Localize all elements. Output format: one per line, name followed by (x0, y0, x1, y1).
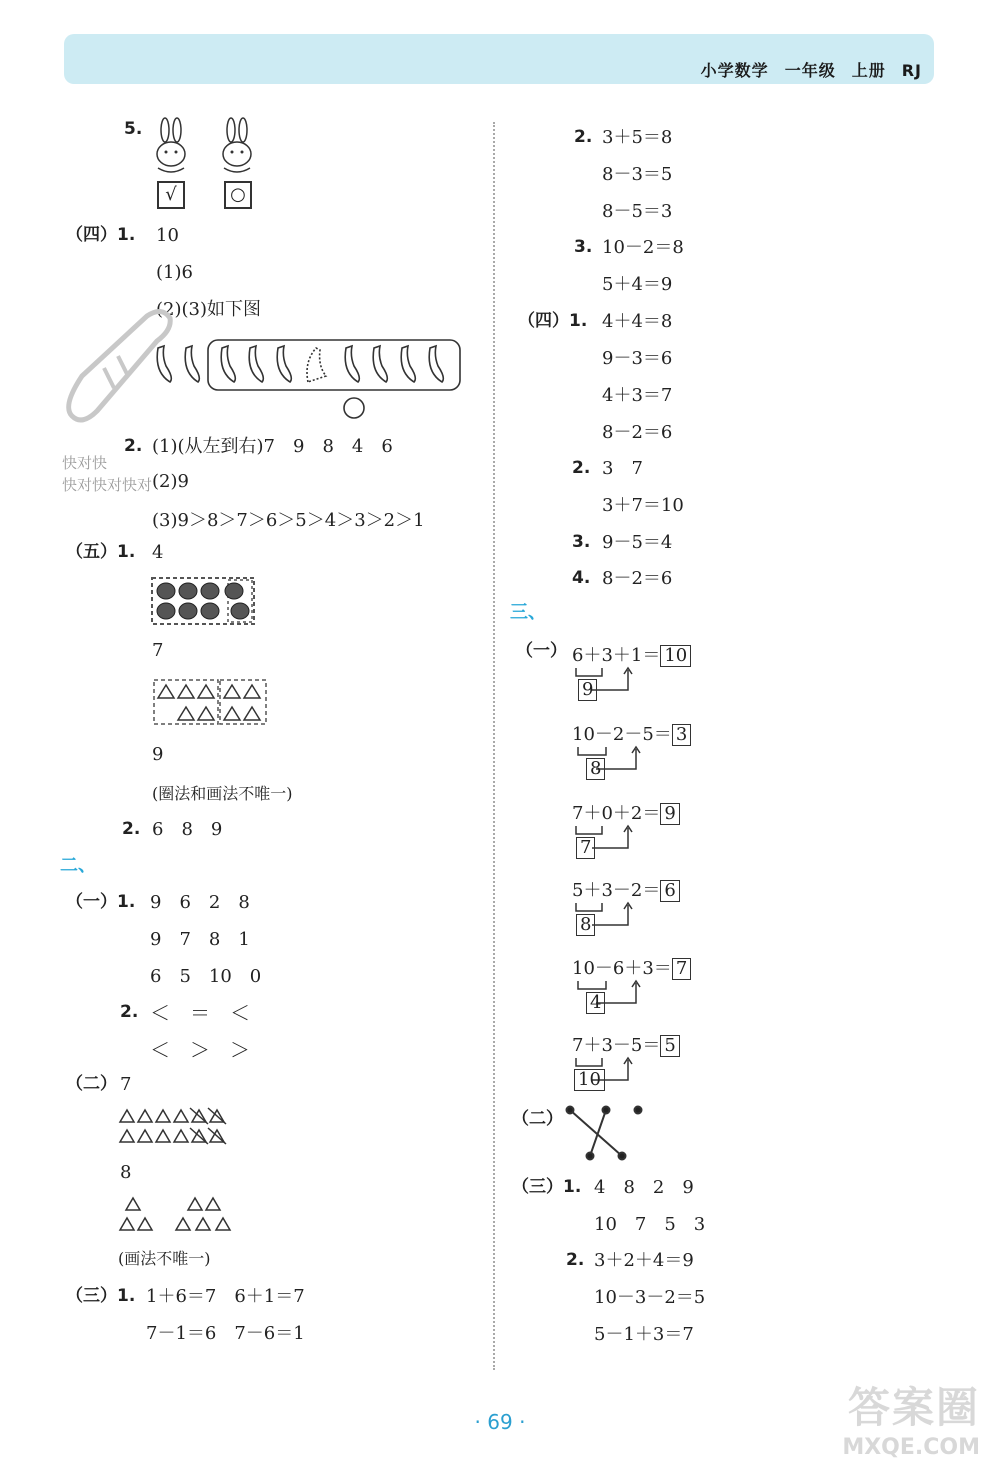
r-s4-label: （四）1. (518, 311, 588, 331)
r-s4-q2-label: 2. (572, 458, 591, 478)
p1-q2-row-2: ＜ ＞ ＞ (150, 1038, 250, 1062)
chain-partial-box: 7 (576, 837, 595, 859)
chain-partial-box: 10 (574, 1069, 605, 1091)
s5-a: 4 (152, 542, 164, 563)
chain-result-box: 10 (660, 645, 691, 667)
chain-expr: 7＋3－5＝ (572, 1035, 661, 1056)
chain-expr: 7＋0＋2＝ (572, 803, 661, 824)
chain-3-partial (576, 837, 595, 859)
chain-5-partial (586, 992, 605, 1014)
r-s4-q2-row-2: 3＋7＝10 (602, 495, 684, 516)
p1-q2-row-1: ＜ ＝ ＜ (150, 1001, 250, 1025)
p1-row-3: 6 5 10 0 (150, 966, 262, 987)
chain-6-partial (574, 1069, 605, 1091)
r-s4-q2-row-1: 3 7 (602, 458, 643, 479)
watermark-line-1: 答案圈 (847, 1383, 980, 1432)
r-q3-row-2: 5＋4＝9 (602, 274, 673, 295)
s4-q2-p2: (2)9 (152, 471, 189, 492)
s5-b: 7 (152, 640, 164, 661)
s4-q1-answer: 10 (156, 225, 179, 246)
r-s4-row-4: 8－2＝6 (602, 422, 673, 443)
chain-expr: 6＋3＋1＝ (572, 645, 661, 666)
s5-c: 9 (152, 744, 164, 765)
rabbit-icon (150, 116, 194, 176)
chain-result-box: 3 (672, 724, 691, 746)
s4-q1-p1: (1)6 (156, 262, 193, 283)
chain-2-partial (586, 758, 605, 780)
header-grade: 一年级 (784, 61, 836, 80)
q5-label: 5. (124, 119, 143, 139)
chain-expr: 10－2－5＝ (572, 724, 672, 745)
watermark (842, 1375, 980, 1460)
p1-label: （一）1. (66, 892, 136, 912)
p3-row-2: 7－1＝6 7－6＝1 (146, 1323, 305, 1344)
chain-expr: 5＋3－2＝ (572, 880, 661, 901)
page-number: · 69 · (474, 1410, 526, 1434)
s5-q2-label: 2. (122, 819, 141, 839)
chain-partial-box: 8 (576, 914, 595, 936)
t1-label: （一） (516, 641, 567, 661)
p1-q2-label: 2. (120, 1002, 139, 1022)
s4-q1-p23: (2)(3)如下图 (156, 299, 261, 320)
r-s4-q3-label: 3. (572, 532, 591, 552)
p2-note: (画法不唯一) (118, 1249, 211, 1268)
q5-mark-circle: ○ (224, 181, 252, 209)
tomato-grid (150, 576, 258, 628)
t3-q2-row-2: 10－3－2＝5 (594, 1287, 706, 1308)
t2-label: （二） (512, 1109, 563, 1129)
chain-4-partial (576, 914, 595, 936)
r-s4-row-2: 9－3＝6 (602, 348, 673, 369)
chain-result-box: 6 (660, 880, 679, 902)
t3-q2-label: 2. (566, 1250, 585, 1270)
r-s4-row-1: 4＋4＝8 (602, 311, 673, 332)
chain-result-box: 7 (672, 958, 691, 980)
chain-partial-box: 8 (586, 758, 605, 780)
q5-mark-check: √ (157, 181, 185, 209)
t3-row-2: 10 7 5 3 (594, 1214, 706, 1235)
chain-1-partial (578, 679, 597, 701)
r-q2-row-2: 8－3＝5 (602, 164, 673, 185)
p2-label: （二） (66, 1074, 117, 1094)
s4-q2-p1: (1)(从左到右)7 9 8 4 6 (152, 436, 393, 457)
rabbit-icon-2 (216, 116, 260, 176)
chain-2 (572, 724, 691, 746)
r-q2-label: 2. (574, 127, 593, 147)
triangles-grouped (118, 1194, 240, 1236)
p3-label: （三）1. (66, 1286, 136, 1306)
t3-q2-row-3: 5－1＋3＝7 (594, 1324, 694, 1345)
p1-row-2: 9 7 8 1 (150, 929, 250, 950)
r-s4-q3: 9－5＝4 (602, 532, 673, 553)
p2-b: 8 (120, 1162, 132, 1183)
r-q3-row-1: 10－2＝8 (602, 237, 684, 258)
banana-row (150, 336, 466, 420)
header (685, 58, 922, 81)
triangle-grid (152, 678, 270, 728)
header-edition: RJ (901, 61, 922, 80)
r-q2-row-3: 8－5＝3 (602, 201, 673, 222)
chain-4 (572, 880, 680, 902)
chain-1 (572, 645, 691, 667)
t3-row-1: 4 8 2 9 (594, 1177, 694, 1198)
p1-row-1: 9 6 2 8 (150, 892, 250, 913)
section-3-heading: 三、 (510, 602, 546, 623)
chain-result-box: 9 (660, 803, 679, 825)
r-s4-q4: 8－2＝6 (602, 568, 673, 589)
chain-partial-box: 9 (578, 679, 597, 701)
r-q2-row-1: 3＋5＝8 (602, 127, 673, 148)
chain-5-arrow (572, 979, 642, 1015)
faint-text-2: 快对快对快对 (62, 476, 153, 494)
chain-6 (572, 1035, 680, 1057)
column-divider (493, 122, 495, 1370)
s5-q2: 6 8 9 (152, 819, 223, 840)
s4-label: （四）1. (66, 225, 136, 245)
t3-q2-row-1: 3＋2＋4＝9 (594, 1250, 694, 1271)
s5-note: (圈法和画法不唯一) (152, 784, 293, 803)
chain-expr: 10－6＋3＝ (572, 958, 672, 979)
r-s4-q4-label: 4. (572, 568, 591, 588)
p2-a: 7 (120, 1074, 132, 1095)
header-volume: 上册 (851, 61, 886, 80)
matching-lines (564, 1104, 644, 1162)
faint-text-1: 快对快 (62, 454, 108, 472)
chain-3 (572, 803, 680, 825)
header-subject: 小学数学 (700, 61, 769, 80)
p3-row-1: 1＋6＝7 6＋1＝7 (146, 1286, 305, 1307)
chain-result-box: 5 (660, 1035, 679, 1057)
s4-q2-label: 2. (124, 436, 143, 456)
chain-2-arrow (572, 745, 642, 781)
r-s4-row-3: 4＋3＝7 (602, 385, 673, 406)
section-2-heading: 二、 (60, 855, 96, 876)
t3-label: （三）1. (512, 1177, 582, 1197)
chain-partial-box: 4 (586, 992, 605, 1014)
triangles-crossed (118, 1106, 230, 1148)
s5-label: （五）1. (66, 542, 136, 562)
s4-q2-p3: (3)9＞8＞7＞6＞5＞4＞3＞2＞1 (152, 510, 425, 531)
r-q3-label: 3. (574, 237, 593, 257)
watermark-line-2: MXQE.COM (842, 1435, 980, 1460)
chain-5 (572, 958, 691, 980)
